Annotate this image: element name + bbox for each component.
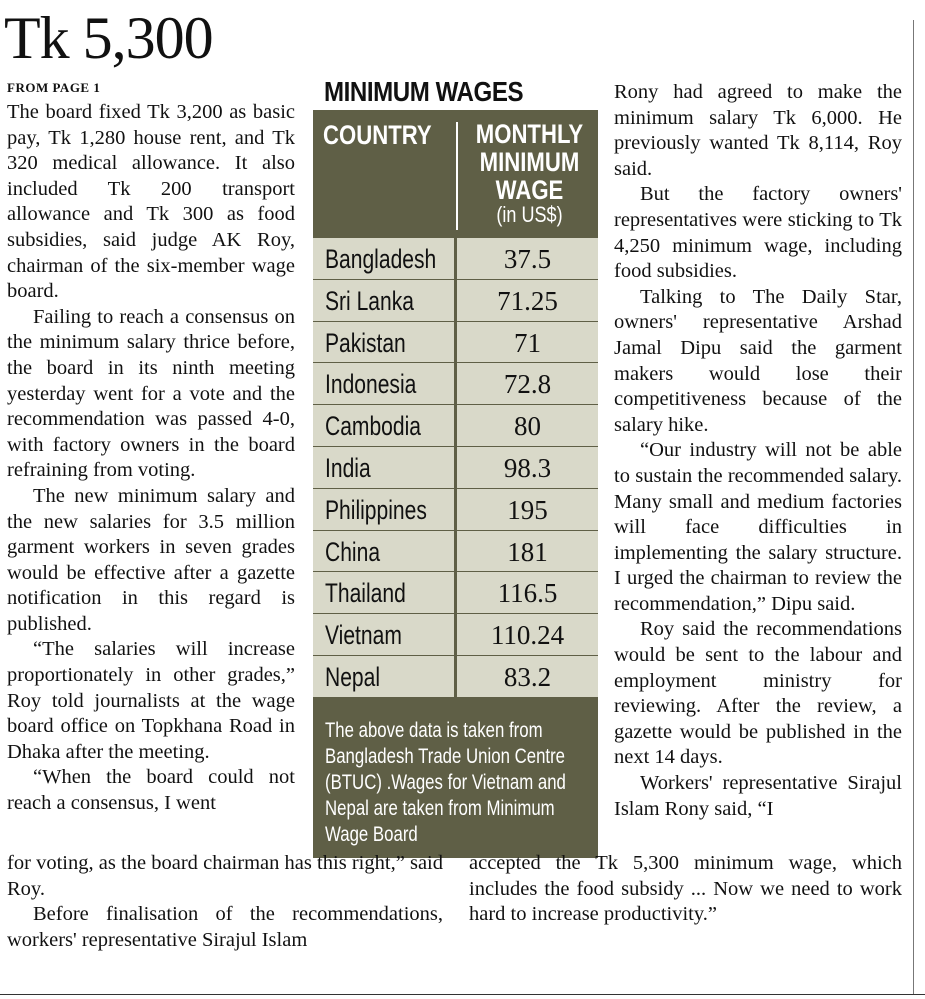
bottom-right-text — [469, 851, 902, 928]
headline: Tk 5,300 — [4, 5, 213, 71]
paragraph: Before finalisation of the recommendations, workers' representative Sirajul Islam — [7, 903, 443, 951]
paragraph: accepted the Tk 5,300 minimum wage, which includes the food subsidy ... Now we need to work hard to increase productivity.” — [469, 852, 902, 926]
wage-header-line: MONTHLY — [475, 119, 584, 149]
paragraph: Failing to reach a consensus on the minimum salary thrice before, the board in its ninth meeting yesterday went for a vote and the recommendation was passed 4-0, with factory owners in the board refraining from voting. — [7, 305, 295, 482]
table-row — [313, 280, 598, 322]
wage-unit: (in US$) — [496, 202, 563, 227]
wage-cell: 80 — [514, 411, 541, 442]
country-cell: China — [325, 536, 381, 567]
paragraph: Talking to The Daily Star, owners' representative Arshad Jamal Dipu said the garment makers would lose their competitiveness because of the salary hike. — [614, 285, 902, 436]
table-row — [313, 238, 598, 280]
country-cell: Thailand — [325, 578, 406, 609]
paragraph: Workers' representative Sirajul Islam Rony said, “I — [614, 772, 902, 820]
country-cell: India — [325, 452, 371, 483]
paragraph: The new minimum salary and the new salaries for 3.5 million garment workers in seven grades would be effective after a gazette notification in this regard is published. — [7, 484, 295, 635]
paragraph: “Our industry will not be able to sustain the recommended salary. Many small and medium factories will face difficulties in implementing the salary structure. I urged the chairman to review the recommendation,” Dipu said. — [614, 439, 902, 615]
country-cell: Bangladesh — [325, 244, 437, 274]
paragraph: “When the board could not reach a consensus, I went — [7, 766, 295, 815]
header-divider — [456, 122, 458, 230]
table-row — [313, 363, 598, 405]
country-cell: Cambodia — [325, 411, 422, 442]
table-header — [313, 110, 598, 238]
table-title: MINIMUM WAGES — [324, 76, 524, 107]
country-cell: Vietnam — [325, 620, 402, 651]
wage-header — [463, 120, 596, 226]
table-body — [313, 238, 598, 698]
table-row — [313, 656, 598, 698]
right-column — [614, 80, 902, 822]
paragraph: But the factory owners' representatives were sticking to Tk 4,250 minimum wage, including food subsidies. — [614, 183, 902, 283]
bottom-rule — [0, 994, 925, 995]
table-row — [313, 405, 598, 447]
country-cell: Nepal — [325, 661, 381, 692]
paragraph: The board fixed Tk 3,200 as basic pay, Tk 1,280 house rent, and Tk 320 medical allowance. It also included Tk 200 transport allowance and Tk 300 as food subsidies, said judge AK Roy, chairman of the six-member wage board. — [7, 101, 295, 303]
note-line: (BTUC) .Wages for Vietnam and — [325, 771, 566, 794]
minimum-wages-table — [313, 110, 598, 858]
paragraph: “The salaries will increase proportionately in other grades,” Roy told journalists at the wage board office on Topkhana Road in Dhaka after the meeting. — [7, 638, 295, 763]
wage-header-line: WAGE — [495, 175, 564, 205]
wage-cell: 83.2 — [503, 661, 552, 692]
wage-header-line: MINIMUM — [479, 147, 580, 177]
wage-cell: 71.25 — [497, 285, 558, 316]
table-row — [313, 531, 598, 573]
wage-cell: 71 — [514, 327, 541, 358]
table-row — [313, 489, 598, 531]
wage-cell: 98.3 — [503, 452, 552, 483]
note-line: The above data is taken from — [325, 719, 543, 742]
wage-cell: 195 — [507, 494, 548, 525]
paragraph: Rony had agreed to make the minimum salary Tk 6,000. He previously wanted Tk 8,114, Roy said. — [614, 81, 902, 180]
table-row — [313, 322, 598, 364]
wage-cell: 72.8 — [503, 369, 552, 400]
table-row — [313, 447, 598, 489]
jump-label: FROM PAGE 1 — [7, 80, 101, 95]
table-row — [313, 614, 598, 656]
paragraph: Roy said the recommendations would be sent to the labour and employment ministry for reviewing. After the review, a gazette would be published in the next 14 days. — [614, 618, 902, 769]
note-line: Nepal are taken from Minimum — [325, 797, 555, 820]
country-cell: Philippines — [325, 494, 427, 525]
column-rule — [913, 20, 914, 995]
table-row — [313, 572, 598, 614]
wage-cell: 181 — [507, 536, 548, 567]
wage-cell: 37.5 — [503, 244, 552, 274]
table-source-note — [325, 718, 595, 848]
wage-cell: 116.5 — [497, 578, 558, 609]
country-cell: Sri Lanka — [325, 285, 414, 316]
bottom-left-text — [7, 851, 443, 953]
wage-cell: 110.24 — [490, 620, 565, 651]
note-line: Wage Board — [325, 823, 418, 846]
left-column — [7, 100, 295, 817]
country-cell: Indonesia — [325, 369, 417, 400]
country-header: COUNTRY — [323, 120, 432, 150]
paragraph: for voting, as the board chairman has this right,” said Roy. — [7, 852, 443, 900]
country-cell: Pakistan — [325, 327, 406, 358]
note-line: Bangladesh Trade Union Centre — [325, 745, 566, 768]
